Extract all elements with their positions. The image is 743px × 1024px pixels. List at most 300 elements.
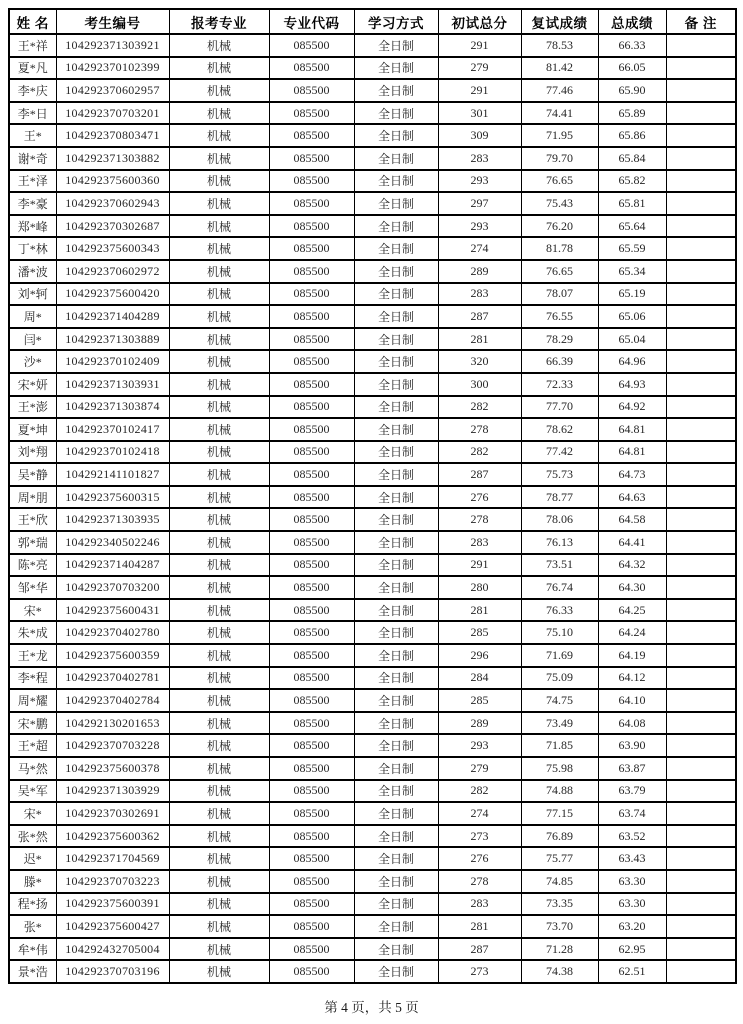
cell-remark xyxy=(666,396,736,419)
cell-name: 程*扬 xyxy=(9,893,56,916)
cell-retest-score: 78.07 xyxy=(521,283,598,306)
cell-remark xyxy=(666,847,736,870)
table-row xyxy=(9,938,736,961)
cell-id: 104292375600362 xyxy=(56,825,169,848)
cell-total-score: 63.52 xyxy=(598,825,666,848)
cell-remark xyxy=(666,508,736,531)
column-header-initial-score: 初试总分 xyxy=(438,9,521,34)
cell-major: 机械 xyxy=(169,328,269,351)
cell-major-code: 085500 xyxy=(269,328,354,351)
cell-study-mode: 全日制 xyxy=(354,508,438,531)
cell-remark xyxy=(666,147,736,170)
cell-initial-score: 281 xyxy=(438,328,521,351)
table-row xyxy=(9,215,736,238)
cell-name: 刘*翔 xyxy=(9,441,56,464)
cell-total-score: 66.33 xyxy=(598,34,666,57)
cell-id: 104292375600359 xyxy=(56,644,169,667)
cell-id: 104292375600420 xyxy=(56,283,169,306)
cell-initial-score: 289 xyxy=(438,260,521,283)
cell-study-mode: 全日制 xyxy=(354,102,438,125)
cell-initial-score: 278 xyxy=(438,508,521,531)
cell-remark xyxy=(666,667,736,690)
cell-study-mode: 全日制 xyxy=(354,147,438,170)
cell-retest-score: 66.39 xyxy=(521,350,598,373)
cell-retest-score: 76.65 xyxy=(521,260,598,283)
cell-retest-score: 75.73 xyxy=(521,463,598,486)
cell-major: 机械 xyxy=(169,463,269,486)
cell-major-code: 085500 xyxy=(269,350,354,373)
cell-total-score: 64.96 xyxy=(598,350,666,373)
cell-initial-score: 281 xyxy=(438,915,521,938)
cell-major-code: 085500 xyxy=(269,260,354,283)
cell-remark xyxy=(666,463,736,486)
cell-name: 宋*鹏 xyxy=(9,712,56,735)
cell-retest-score: 73.70 xyxy=(521,915,598,938)
cell-major: 机械 xyxy=(169,938,269,961)
cell-retest-score: 72.33 xyxy=(521,373,598,396)
cell-initial-score: 291 xyxy=(438,79,521,102)
cell-remark xyxy=(666,215,736,238)
cell-major: 机械 xyxy=(169,215,269,238)
cell-retest-score: 78.29 xyxy=(521,328,598,351)
cell-major: 机械 xyxy=(169,508,269,531)
cell-id: 104292370602943 xyxy=(56,192,169,215)
cell-major: 机械 xyxy=(169,486,269,509)
table-row xyxy=(9,780,736,803)
cell-study-mode: 全日制 xyxy=(354,237,438,260)
cell-retest-score: 74.41 xyxy=(521,102,598,125)
cell-name: 王*超 xyxy=(9,734,56,757)
cell-retest-score: 78.62 xyxy=(521,418,598,441)
cell-id: 104292371303882 xyxy=(56,147,169,170)
cell-initial-score: 301 xyxy=(438,102,521,125)
cell-study-mode: 全日制 xyxy=(354,734,438,757)
cell-study-mode: 全日制 xyxy=(354,531,438,554)
cell-initial-score: 276 xyxy=(438,486,521,509)
cell-study-mode: 全日制 xyxy=(354,802,438,825)
table-row xyxy=(9,79,736,102)
cell-remark xyxy=(666,915,736,938)
cell-initial-score: 296 xyxy=(438,644,521,667)
cell-major: 机械 xyxy=(169,757,269,780)
cell-name: 宋* xyxy=(9,802,56,825)
cell-remark xyxy=(666,712,736,735)
cell-study-mode: 全日制 xyxy=(354,870,438,893)
cell-retest-score: 73.51 xyxy=(521,554,598,577)
cell-study-mode: 全日制 xyxy=(354,825,438,848)
cell-remark xyxy=(666,802,736,825)
cell-id: 104292370302687 xyxy=(56,215,169,238)
column-header-name: 姓 名 xyxy=(9,9,56,34)
cell-major-code: 085500 xyxy=(269,554,354,577)
cell-retest-score: 76.89 xyxy=(521,825,598,848)
cell-major: 机械 xyxy=(169,418,269,441)
cell-retest-score: 75.98 xyxy=(521,757,598,780)
cell-major-code: 085500 xyxy=(269,825,354,848)
table-row xyxy=(9,396,736,419)
cell-retest-score: 71.28 xyxy=(521,938,598,961)
cell-major: 机械 xyxy=(169,192,269,215)
cell-total-score: 65.81 xyxy=(598,192,666,215)
cell-major-code: 085500 xyxy=(269,531,354,554)
cell-initial-score: 283 xyxy=(438,531,521,554)
cell-retest-score: 78.77 xyxy=(521,486,598,509)
cell-total-score: 64.32 xyxy=(598,554,666,577)
cell-name: 李*豪 xyxy=(9,192,56,215)
cell-initial-score: 282 xyxy=(438,396,521,419)
cell-id: 104292370102417 xyxy=(56,418,169,441)
column-header-remark: 备 注 xyxy=(666,9,736,34)
cell-remark xyxy=(666,34,736,57)
cell-major-code: 085500 xyxy=(269,734,354,757)
cell-name: 邹*华 xyxy=(9,576,56,599)
cell-major-code: 085500 xyxy=(269,712,354,735)
cell-name: 周*耀 xyxy=(9,689,56,712)
column-header-study-mode: 学习方式 xyxy=(354,9,438,34)
cell-total-score: 63.30 xyxy=(598,870,666,893)
table-row xyxy=(9,305,736,328)
cell-id: 104292375600343 xyxy=(56,237,169,260)
cell-major: 机械 xyxy=(169,170,269,193)
cell-major-code: 085500 xyxy=(269,305,354,328)
cell-major-code: 085500 xyxy=(269,780,354,803)
cell-remark xyxy=(666,260,736,283)
cell-remark xyxy=(666,938,736,961)
cell-initial-score: 280 xyxy=(438,576,521,599)
cell-remark xyxy=(666,599,736,622)
cell-name: 谢*奇 xyxy=(9,147,56,170)
cell-major-code: 085500 xyxy=(269,34,354,57)
cell-major: 机械 xyxy=(169,441,269,464)
cell-id: 104292370703223 xyxy=(56,870,169,893)
cell-id: 104292375600315 xyxy=(56,486,169,509)
cell-study-mode: 全日制 xyxy=(354,644,438,667)
cell-id: 104292371303931 xyxy=(56,373,169,396)
cell-name: 宋* xyxy=(9,599,56,622)
cell-major: 机械 xyxy=(169,689,269,712)
cell-id: 104292371303889 xyxy=(56,328,169,351)
cell-remark xyxy=(666,102,736,125)
cell-retest-score: 76.33 xyxy=(521,599,598,622)
cell-major-code: 085500 xyxy=(269,170,354,193)
cell-major-code: 085500 xyxy=(269,57,354,80)
cell-id: 104292370602957 xyxy=(56,79,169,102)
cell-name: 王*祥 xyxy=(9,34,56,57)
cell-name: 闫* xyxy=(9,328,56,351)
cell-initial-score: 284 xyxy=(438,667,521,690)
cell-name: 沙* xyxy=(9,350,56,373)
cell-id: 104292371404289 xyxy=(56,305,169,328)
cell-major: 机械 xyxy=(169,373,269,396)
table-row xyxy=(9,147,736,170)
cell-study-mode: 全日制 xyxy=(354,305,438,328)
cell-remark xyxy=(666,328,736,351)
cell-study-mode: 全日制 xyxy=(354,621,438,644)
cell-retest-score: 76.13 xyxy=(521,531,598,554)
cell-remark xyxy=(666,757,736,780)
table-row xyxy=(9,124,736,147)
table-row xyxy=(9,734,736,757)
score-table xyxy=(8,8,737,984)
cell-id: 104292141101827 xyxy=(56,463,169,486)
cell-name: 马*然 xyxy=(9,757,56,780)
cell-major-code: 085500 xyxy=(269,689,354,712)
cell-retest-score: 74.38 xyxy=(521,960,598,983)
table-row xyxy=(9,237,736,260)
cell-remark xyxy=(666,57,736,80)
table-row xyxy=(9,599,736,622)
cell-total-score: 63.79 xyxy=(598,780,666,803)
table-body xyxy=(9,34,736,983)
column-header-total-score: 总成绩 xyxy=(598,9,666,34)
table-row xyxy=(9,373,736,396)
cell-name: 王*泽 xyxy=(9,170,56,193)
table-row xyxy=(9,350,736,373)
cell-major: 机械 xyxy=(169,147,269,170)
cell-id: 104292371303921 xyxy=(56,34,169,57)
cell-major: 机械 xyxy=(169,847,269,870)
cell-major-code: 085500 xyxy=(269,621,354,644)
cell-retest-score: 77.15 xyxy=(521,802,598,825)
cell-initial-score: 273 xyxy=(438,960,521,983)
cell-retest-score: 74.85 xyxy=(521,870,598,893)
cell-name: 王* xyxy=(9,124,56,147)
cell-id: 104292370102418 xyxy=(56,441,169,464)
cell-id: 104292371303935 xyxy=(56,508,169,531)
cell-major-code: 085500 xyxy=(269,576,354,599)
cell-major-code: 085500 xyxy=(269,418,354,441)
cell-id: 104292370102409 xyxy=(56,350,169,373)
cell-initial-score: 283 xyxy=(438,147,521,170)
cell-major-code: 085500 xyxy=(269,102,354,125)
cell-remark xyxy=(666,441,736,464)
cell-id: 104292375600431 xyxy=(56,599,169,622)
cell-name: 李*庆 xyxy=(9,79,56,102)
cell-major: 机械 xyxy=(169,531,269,554)
cell-total-score: 64.10 xyxy=(598,689,666,712)
cell-major: 机械 xyxy=(169,305,269,328)
column-header-major-code: 专业代码 xyxy=(269,9,354,34)
cell-remark xyxy=(666,960,736,983)
cell-study-mode: 全日制 xyxy=(354,554,438,577)
cell-remark xyxy=(666,283,736,306)
cell-major-code: 085500 xyxy=(269,667,354,690)
cell-remark xyxy=(666,124,736,147)
column-header-id: 考生编号 xyxy=(56,9,169,34)
cell-remark xyxy=(666,531,736,554)
cell-study-mode: 全日制 xyxy=(354,780,438,803)
cell-study-mode: 全日制 xyxy=(354,350,438,373)
cell-id: 104292375600427 xyxy=(56,915,169,938)
cell-remark xyxy=(666,734,736,757)
table-row xyxy=(9,170,736,193)
cell-total-score: 63.20 xyxy=(598,915,666,938)
cell-remark xyxy=(666,621,736,644)
cell-remark xyxy=(666,192,736,215)
cell-remark xyxy=(666,418,736,441)
cell-remark xyxy=(666,689,736,712)
column-header-major: 报考专业 xyxy=(169,9,269,34)
cell-major-code: 085500 xyxy=(269,599,354,622)
cell-major: 机械 xyxy=(169,780,269,803)
cell-initial-score: 279 xyxy=(438,757,521,780)
cell-id: 104292130201653 xyxy=(56,712,169,735)
cell-study-mode: 全日制 xyxy=(354,328,438,351)
cell-name: 张*然 xyxy=(9,825,56,848)
cell-id: 104292370703201 xyxy=(56,102,169,125)
cell-major-code: 085500 xyxy=(269,283,354,306)
table-row xyxy=(9,34,736,57)
cell-total-score: 65.86 xyxy=(598,124,666,147)
cell-total-score: 64.24 xyxy=(598,621,666,644)
cell-remark xyxy=(666,373,736,396)
table-row xyxy=(9,915,736,938)
cell-name: 王*澎 xyxy=(9,396,56,419)
cell-retest-score: 75.09 xyxy=(521,667,598,690)
cell-id: 104292370803471 xyxy=(56,124,169,147)
cell-total-score: 64.63 xyxy=(598,486,666,509)
cell-id: 104292375600391 xyxy=(56,893,169,916)
cell-major-code: 085500 xyxy=(269,237,354,260)
cell-major: 机械 xyxy=(169,102,269,125)
cell-study-mode: 全日制 xyxy=(354,124,438,147)
table-row xyxy=(9,508,736,531)
cell-major-code: 085500 xyxy=(269,441,354,464)
table-row xyxy=(9,667,736,690)
cell-retest-score: 74.75 xyxy=(521,689,598,712)
table-row xyxy=(9,621,736,644)
cell-study-mode: 全日制 xyxy=(354,373,438,396)
cell-study-mode: 全日制 xyxy=(354,847,438,870)
cell-id: 104292370703228 xyxy=(56,734,169,757)
cell-retest-score: 75.43 xyxy=(521,192,598,215)
cell-major: 机械 xyxy=(169,712,269,735)
cell-retest-score: 75.77 xyxy=(521,847,598,870)
cell-study-mode: 全日制 xyxy=(354,79,438,102)
cell-id: 104292375600378 xyxy=(56,757,169,780)
cell-name: 郭*瑞 xyxy=(9,531,56,554)
cell-initial-score: 287 xyxy=(438,938,521,961)
cell-initial-score: 282 xyxy=(438,441,521,464)
cell-major: 机械 xyxy=(169,34,269,57)
cell-name: 夏*坤 xyxy=(9,418,56,441)
cell-study-mode: 全日制 xyxy=(354,757,438,780)
cell-study-mode: 全日制 xyxy=(354,486,438,509)
cell-name: 李*日 xyxy=(9,102,56,125)
cell-total-score: 64.08 xyxy=(598,712,666,735)
cell-remark xyxy=(666,79,736,102)
cell-retest-score: 77.42 xyxy=(521,441,598,464)
cell-retest-score: 79.70 xyxy=(521,147,598,170)
table-row xyxy=(9,689,736,712)
cell-name: 张* xyxy=(9,915,56,938)
cell-id: 104292370402780 xyxy=(56,621,169,644)
cell-initial-score: 283 xyxy=(438,893,521,916)
cell-remark xyxy=(666,576,736,599)
table-row xyxy=(9,328,736,351)
cell-id: 104292371704569 xyxy=(56,847,169,870)
header-row xyxy=(9,9,736,34)
cell-major-code: 085500 xyxy=(269,373,354,396)
cell-id: 104292432705004 xyxy=(56,938,169,961)
cell-retest-score: 78.06 xyxy=(521,508,598,531)
cell-retest-score: 71.69 xyxy=(521,644,598,667)
cell-initial-score: 278 xyxy=(438,870,521,893)
cell-major: 机械 xyxy=(169,621,269,644)
cell-study-mode: 全日制 xyxy=(354,938,438,961)
cell-remark xyxy=(666,486,736,509)
cell-major: 机械 xyxy=(169,396,269,419)
cell-total-score: 62.51 xyxy=(598,960,666,983)
table-row xyxy=(9,576,736,599)
cell-name: 周*朋 xyxy=(9,486,56,509)
cell-id: 104292371303874 xyxy=(56,396,169,419)
cell-major: 机械 xyxy=(169,599,269,622)
cell-total-score: 63.43 xyxy=(598,847,666,870)
cell-name: 宋*妍 xyxy=(9,373,56,396)
cell-major-code: 085500 xyxy=(269,147,354,170)
cell-id: 104292370102399 xyxy=(56,57,169,80)
cell-total-score: 65.90 xyxy=(598,79,666,102)
cell-initial-score: 274 xyxy=(438,802,521,825)
cell-remark xyxy=(666,893,736,916)
cell-retest-score: 78.53 xyxy=(521,34,598,57)
cell-retest-score: 76.55 xyxy=(521,305,598,328)
cell-total-score: 64.93 xyxy=(598,373,666,396)
table-row xyxy=(9,192,736,215)
cell-study-mode: 全日制 xyxy=(354,599,438,622)
cell-retest-score: 81.42 xyxy=(521,57,598,80)
cell-study-mode: 全日制 xyxy=(354,960,438,983)
cell-total-score: 65.64 xyxy=(598,215,666,238)
cell-total-score: 65.59 xyxy=(598,237,666,260)
cell-initial-score: 282 xyxy=(438,780,521,803)
cell-major-code: 085500 xyxy=(269,802,354,825)
cell-study-mode: 全日制 xyxy=(354,57,438,80)
cell-total-score: 64.25 xyxy=(598,599,666,622)
table-row xyxy=(9,644,736,667)
cell-remark xyxy=(666,825,736,848)
cell-total-score: 63.90 xyxy=(598,734,666,757)
cell-initial-score: 285 xyxy=(438,689,521,712)
table-row xyxy=(9,847,736,870)
cell-major: 机械 xyxy=(169,734,269,757)
cell-total-score: 62.95 xyxy=(598,938,666,961)
cell-total-score: 65.89 xyxy=(598,102,666,125)
cell-initial-score: 289 xyxy=(438,712,521,735)
cell-name: 丁*林 xyxy=(9,237,56,260)
cell-name: 吴*军 xyxy=(9,780,56,803)
cell-total-score: 64.92 xyxy=(598,396,666,419)
cell-major-code: 085500 xyxy=(269,938,354,961)
cell-name: 朱*成 xyxy=(9,621,56,644)
cell-retest-score: 71.95 xyxy=(521,124,598,147)
cell-initial-score: 279 xyxy=(438,57,521,80)
cell-major-code: 085500 xyxy=(269,870,354,893)
cell-name: 潘*波 xyxy=(9,260,56,283)
cell-initial-score: 285 xyxy=(438,621,521,644)
cell-remark xyxy=(666,170,736,193)
table-row xyxy=(9,531,736,554)
cell-remark xyxy=(666,780,736,803)
cell-name: 王*龙 xyxy=(9,644,56,667)
cell-initial-score: 297 xyxy=(438,192,521,215)
cell-major: 机械 xyxy=(169,260,269,283)
cell-study-mode: 全日制 xyxy=(354,418,438,441)
cell-major: 机械 xyxy=(169,870,269,893)
cell-total-score: 63.87 xyxy=(598,757,666,780)
cell-total-score: 65.84 xyxy=(598,147,666,170)
